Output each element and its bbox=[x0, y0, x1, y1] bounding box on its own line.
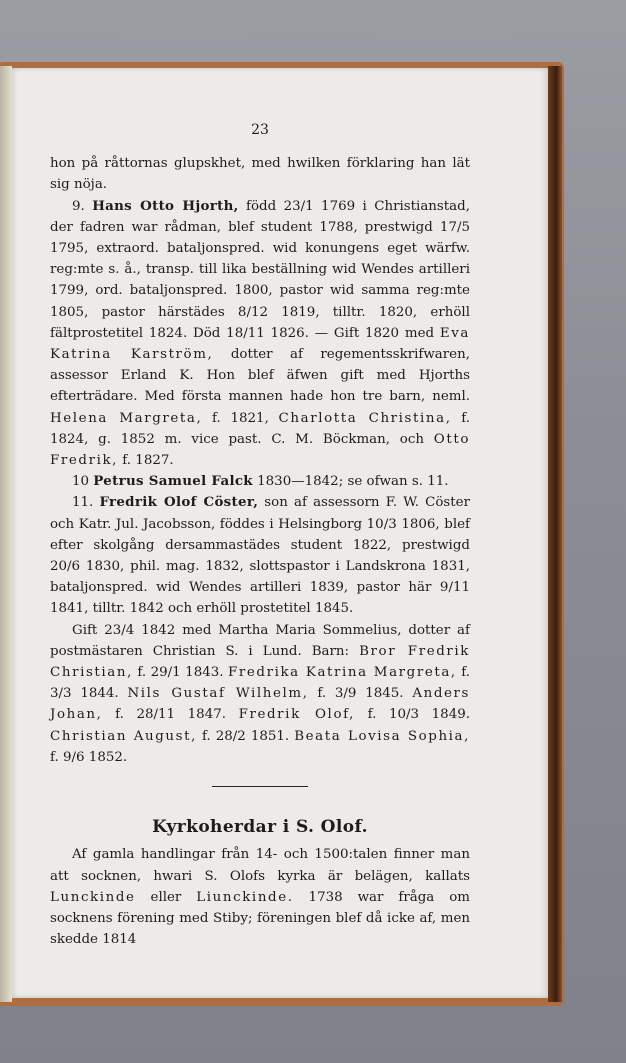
person-name: Bror Fredrik Christian, bbox=[50, 643, 470, 681]
page-number: 23 bbox=[251, 122, 269, 138]
section-divider bbox=[212, 786, 308, 787]
person-name: Liunckinde. bbox=[196, 889, 294, 905]
text-column bbox=[50, 120, 470, 950]
person-name: Nils Gustaf Wilhelm, bbox=[127, 686, 309, 702]
person-name: Fredrika Katrina Margreta, bbox=[228, 665, 457, 681]
section-title: Kyrkoherdar i S. Olof. bbox=[152, 817, 368, 838]
text-run: 1830—1842; se ofwan s. 11. bbox=[252, 474, 449, 490]
entry-name: Hans Otto Hjorth, bbox=[92, 197, 239, 214]
text-run: f. 1827. bbox=[118, 453, 174, 469]
text-run: 9. bbox=[72, 198, 93, 214]
text-run: f. 28/2 1851. bbox=[196, 728, 295, 744]
entry-name: Fredrik Olof Cöster, bbox=[99, 494, 259, 511]
text-run: f. 29/1 1843. bbox=[132, 665, 228, 681]
person-name: Otto Fredrik, bbox=[50, 431, 470, 469]
person-name: Charlotta Christina, bbox=[278, 410, 452, 426]
person-name: Beata Lovisa Sophia, bbox=[294, 728, 470, 744]
facing-page-edge bbox=[0, 66, 12, 1002]
text-run: f. 1821, bbox=[202, 410, 279, 426]
paragraph-p3 bbox=[50, 471, 470, 492]
paragraph-p4 bbox=[50, 492, 470, 619]
person-name: Eva Katrina Karström, bbox=[50, 325, 470, 363]
paragraph-p2 bbox=[50, 196, 470, 472]
paragraph-p1 bbox=[50, 153, 470, 195]
text-run: Af gamla handlingar från 14- och 1500:talen finner man att socknen, hwari S. Olofs kyrka är belägen, kallats bbox=[50, 847, 470, 884]
text-run: hon på råttornas glupskhet, med hwilken förklaring han lät sig nöja. bbox=[50, 156, 470, 193]
text-run: f. 3/9 1845. bbox=[308, 686, 413, 702]
person-name: Christian August, bbox=[50, 728, 197, 744]
text-run: född 23/1 1769 i Christianstad, der fadren war rådman, blef student 1788, prestwigd 17/5 1795, extraord. bataljonspred. wid konungens eget wärfw. reg:mte s. å., transp. till lika beställning wid Wendes artilleri 1799, ord. bataljonspred. 1800, pastor wid samma reg:mte 1805, pastor härstädes 8/12 1819, tilltr. 1820, erhöll fältprostetitel 1824. Död 18/11 1826. — Gift 1820 med bbox=[50, 198, 470, 341]
person-name: Fredrik Olof, bbox=[238, 707, 356, 723]
text-run: dotter af regementsskrifwaren, assessor Erland K. Hon blef äfwen gift med Hjorths efterträdare. Med första mannen hade hon tre barn, neml. bbox=[50, 347, 470, 405]
text-run: f. 1824, g. 1852 m. vice past. C. M. Böckman, och bbox=[50, 410, 471, 447]
text-run: Gift 23/4 1842 med Martha Maria Sommelius, dotter af postmästaren Christian S. i Lund. Barn: bbox=[50, 622, 470, 659]
person-name: Anders Johan, bbox=[50, 686, 470, 723]
main-text bbox=[50, 153, 470, 768]
text-run: f. 3/3 1844. bbox=[50, 665, 471, 702]
text-run: 11. bbox=[72, 495, 100, 511]
text-run: f. 10/3 1849. bbox=[355, 707, 470, 723]
text-run: f. 9/6 1852. bbox=[50, 749, 128, 765]
text-run: 1738 war fråga om socknens förening med Stiby; föreningen blef då icke af, men skedde 1814 bbox=[50, 889, 470, 948]
entry-name: Petrus Samuel Falck bbox=[93, 473, 253, 490]
section-text bbox=[50, 844, 470, 950]
text-run: eller bbox=[135, 889, 197, 905]
text-run: f. 28/11 1847. bbox=[102, 707, 239, 723]
book-spine-edge bbox=[548, 66, 562, 1002]
person-name: Lunckinde bbox=[50, 889, 136, 905]
paragraph-s1 bbox=[50, 844, 470, 950]
text-run: 10 bbox=[72, 474, 94, 490]
book-page bbox=[12, 68, 548, 998]
person-name: Helena Margreta, bbox=[50, 410, 203, 426]
text-run: son af assessorn F. W. Cöster och Katr. Jul. Jacobsson, föddes i Helsingborg 10/3 1806, blef efter skolgång dersammastädes student 1822, prestwigd 20/6 1830, phil. mag. 1832, slottspastor i Landskrona 1831, bataljonspred. wid Wendes artilleri 1839, pastor här 9/11 1841, tilltr. 1842 och erhöll prostetitel 1845. bbox=[50, 495, 470, 617]
paragraph-p5 bbox=[50, 620, 470, 768]
